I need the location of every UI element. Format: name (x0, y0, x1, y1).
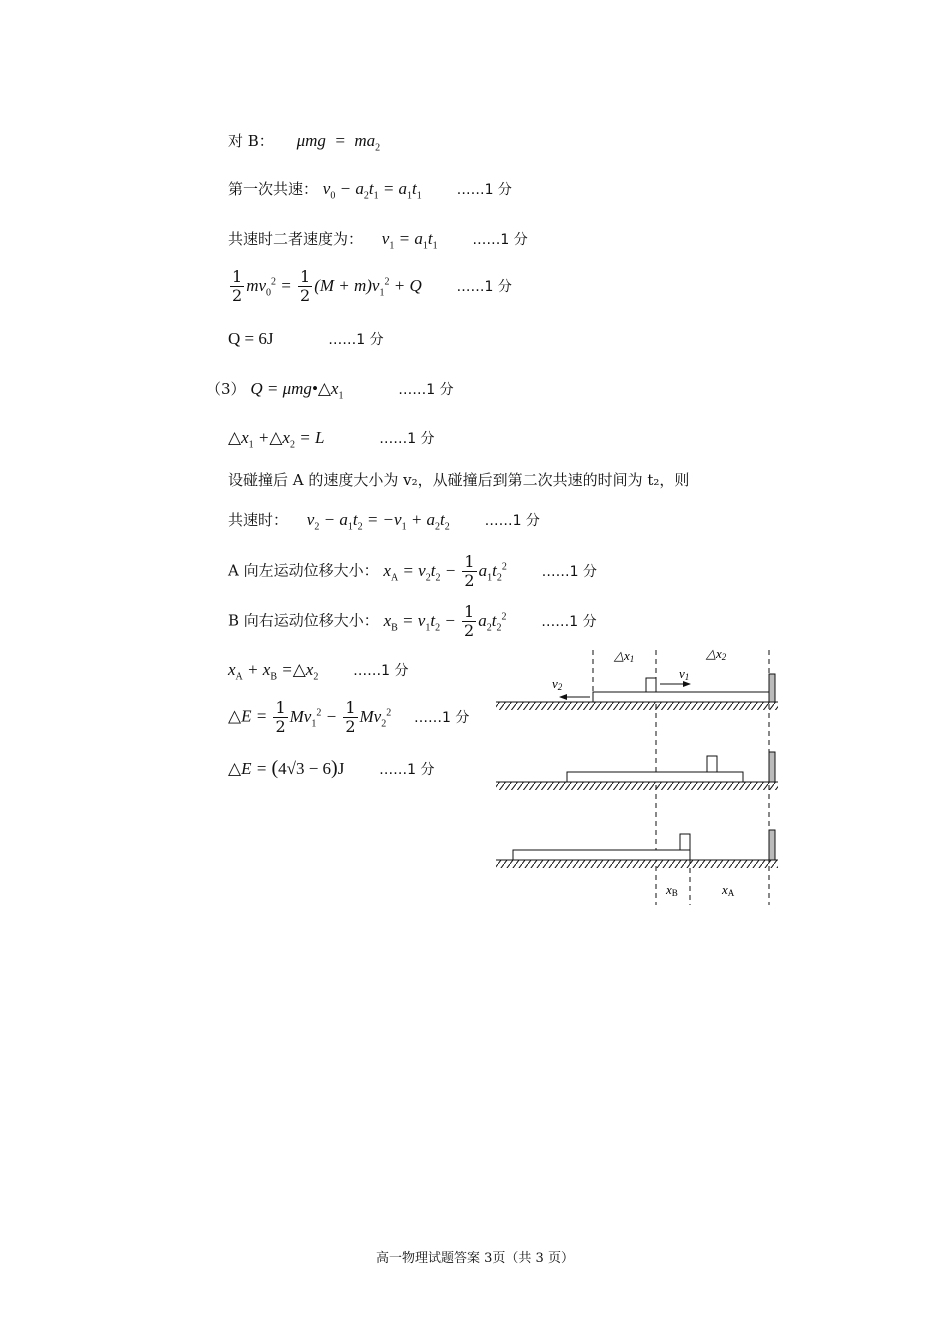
label-v2: v2 (552, 676, 563, 692)
score-8: ……1 分 (541, 563, 597, 580)
label-dx2: △x2 (706, 646, 727, 662)
label-xb: xB (666, 882, 678, 898)
label-a-left-displacement: A 向左运动位移大小： (228, 561, 379, 580)
formula-delta-e: △E = (228, 706, 272, 726)
block-1 (646, 678, 656, 692)
score-9: ……1 分 (541, 613, 597, 630)
equation-line-13: △E = $\frac{1}{2}$ $Mv_1^2$ − $\frac{1}{2}$ $Mv_2^2$ ……1 分 (228, 698, 470, 736)
board-2 (567, 772, 743, 782)
block-3 (680, 834, 690, 850)
equation-line-6 (206, 379, 454, 406)
formula-heat: $Q = \mu mg•\triangle x_1$ (250, 379, 344, 402)
equation-line-8 (228, 470, 689, 490)
wall-1 (769, 674, 775, 702)
equation-line-9 (228, 510, 540, 537)
formula-displacement-sum: $\triangle x_1$ $+\triangle x_2 = L$ (228, 428, 325, 451)
block-2 (707, 756, 717, 772)
fraction-half: $\frac{1}{2}$ (232, 267, 243, 305)
score-2: ……1 分 (472, 232, 528, 248)
equation-line-11: B 向右运动位移大小： $x_B = v_1t_2$ − $\frac{1}{2}$ $a_2t_2^2$ ……1 分 (228, 602, 597, 640)
score-4: ……1 分 (328, 332, 384, 348)
score-12: ……1 分 (379, 762, 435, 778)
board-3 (513, 850, 690, 860)
score-6: ……1 分 (379, 431, 435, 447)
equation-line-1 (228, 131, 380, 158)
ground-2 (496, 782, 778, 790)
score-11: ……1 分 (414, 709, 470, 726)
formula-first-common-speed: $v_0 - a_2t_1 = a_1t_1$ (322, 179, 422, 202)
equation-line-7 (228, 428, 435, 455)
equation-line-3 (228, 229, 528, 256)
label-first-common-speed: 第一次共速： (228, 180, 319, 198)
board-1 (593, 692, 769, 702)
fraction-half: $\frac{1}{2}$ (464, 552, 475, 590)
equation-line-12 (228, 660, 408, 687)
equation-line-10: A 向左运动位移大小： $x_A = v_2t_2$ − $\frac{1}{2}$ $a_1t_2^2$ ……1 分 (228, 552, 597, 590)
wall-2 (769, 752, 775, 782)
part-3-label: （3） (206, 380, 246, 398)
formula-xa-plus-xb: $x_A + x_B$ $=\triangle x_2$ (228, 660, 319, 683)
fraction-half: $\frac{1}{2}$ (275, 698, 286, 736)
label-dui-b: 对 B： (228, 132, 274, 150)
ground-1 (496, 702, 778, 710)
formula-common-velocity: $v_1 = a_1t_1$ (381, 229, 438, 252)
equation-line-5 (228, 329, 384, 350)
score-3: ……1 分 (456, 278, 512, 295)
equation-line-2 (228, 179, 512, 206)
fraction-half: $\frac{1}{2}$ (300, 267, 311, 305)
formula-energy: $mv_0^2$ = (246, 275, 296, 298)
label-b-right-displacement: B 向右运动位移大小： (228, 611, 379, 630)
fraction-half: $\frac{1}{2}$ (345, 698, 356, 736)
formula-second-common-speed: $v_2 - a_1t_2 = -v_1 + a_2t_2$ (306, 510, 450, 533)
page-footer: 高一物理试题答案 3页（共 3 页） (376, 1251, 574, 1266)
text-after-collision: 设碰撞后 A 的速度大小为 v₂，从碰撞后到第二次共速的时间为 t₂，则 (228, 471, 690, 489)
score-7: ……1 分 (484, 513, 540, 529)
label-xa: xA (722, 882, 735, 898)
formula-xa: $x_A = v_2t_2$ − (383, 560, 461, 583)
formula-b-force: $\mu mg = ma_2$ (296, 131, 381, 154)
label-common-speed-2: 共速时： (228, 511, 289, 529)
score-5: ……1 分 (398, 382, 454, 398)
score-1: ……1 分 (456, 182, 512, 198)
formula-q-value: Q = 6J (228, 329, 274, 348)
ground-3 (496, 860, 778, 868)
label-common-velocity: 共速时二者速度为： (228, 230, 364, 248)
formula-xb: $x_B = v_1t_2$ − (383, 610, 461, 633)
equation-line-14 (228, 758, 434, 780)
label-v1: v1 (679, 666, 690, 682)
equation-line-4: $\frac{1}{2}$ $mv_0^2$ = $\frac{1}{2}$ $(M + m)v_1^2 + Q$ ……1 分 (232, 267, 512, 305)
label-dx1: △x1 (614, 648, 635, 664)
wall-3 (769, 830, 775, 860)
fraction-half: $\frac{1}{2}$ (464, 602, 475, 640)
formula-delta-e-value: △E = (4√3 − 6)J (228, 757, 345, 779)
score-10: ……1 分 (353, 663, 409, 679)
